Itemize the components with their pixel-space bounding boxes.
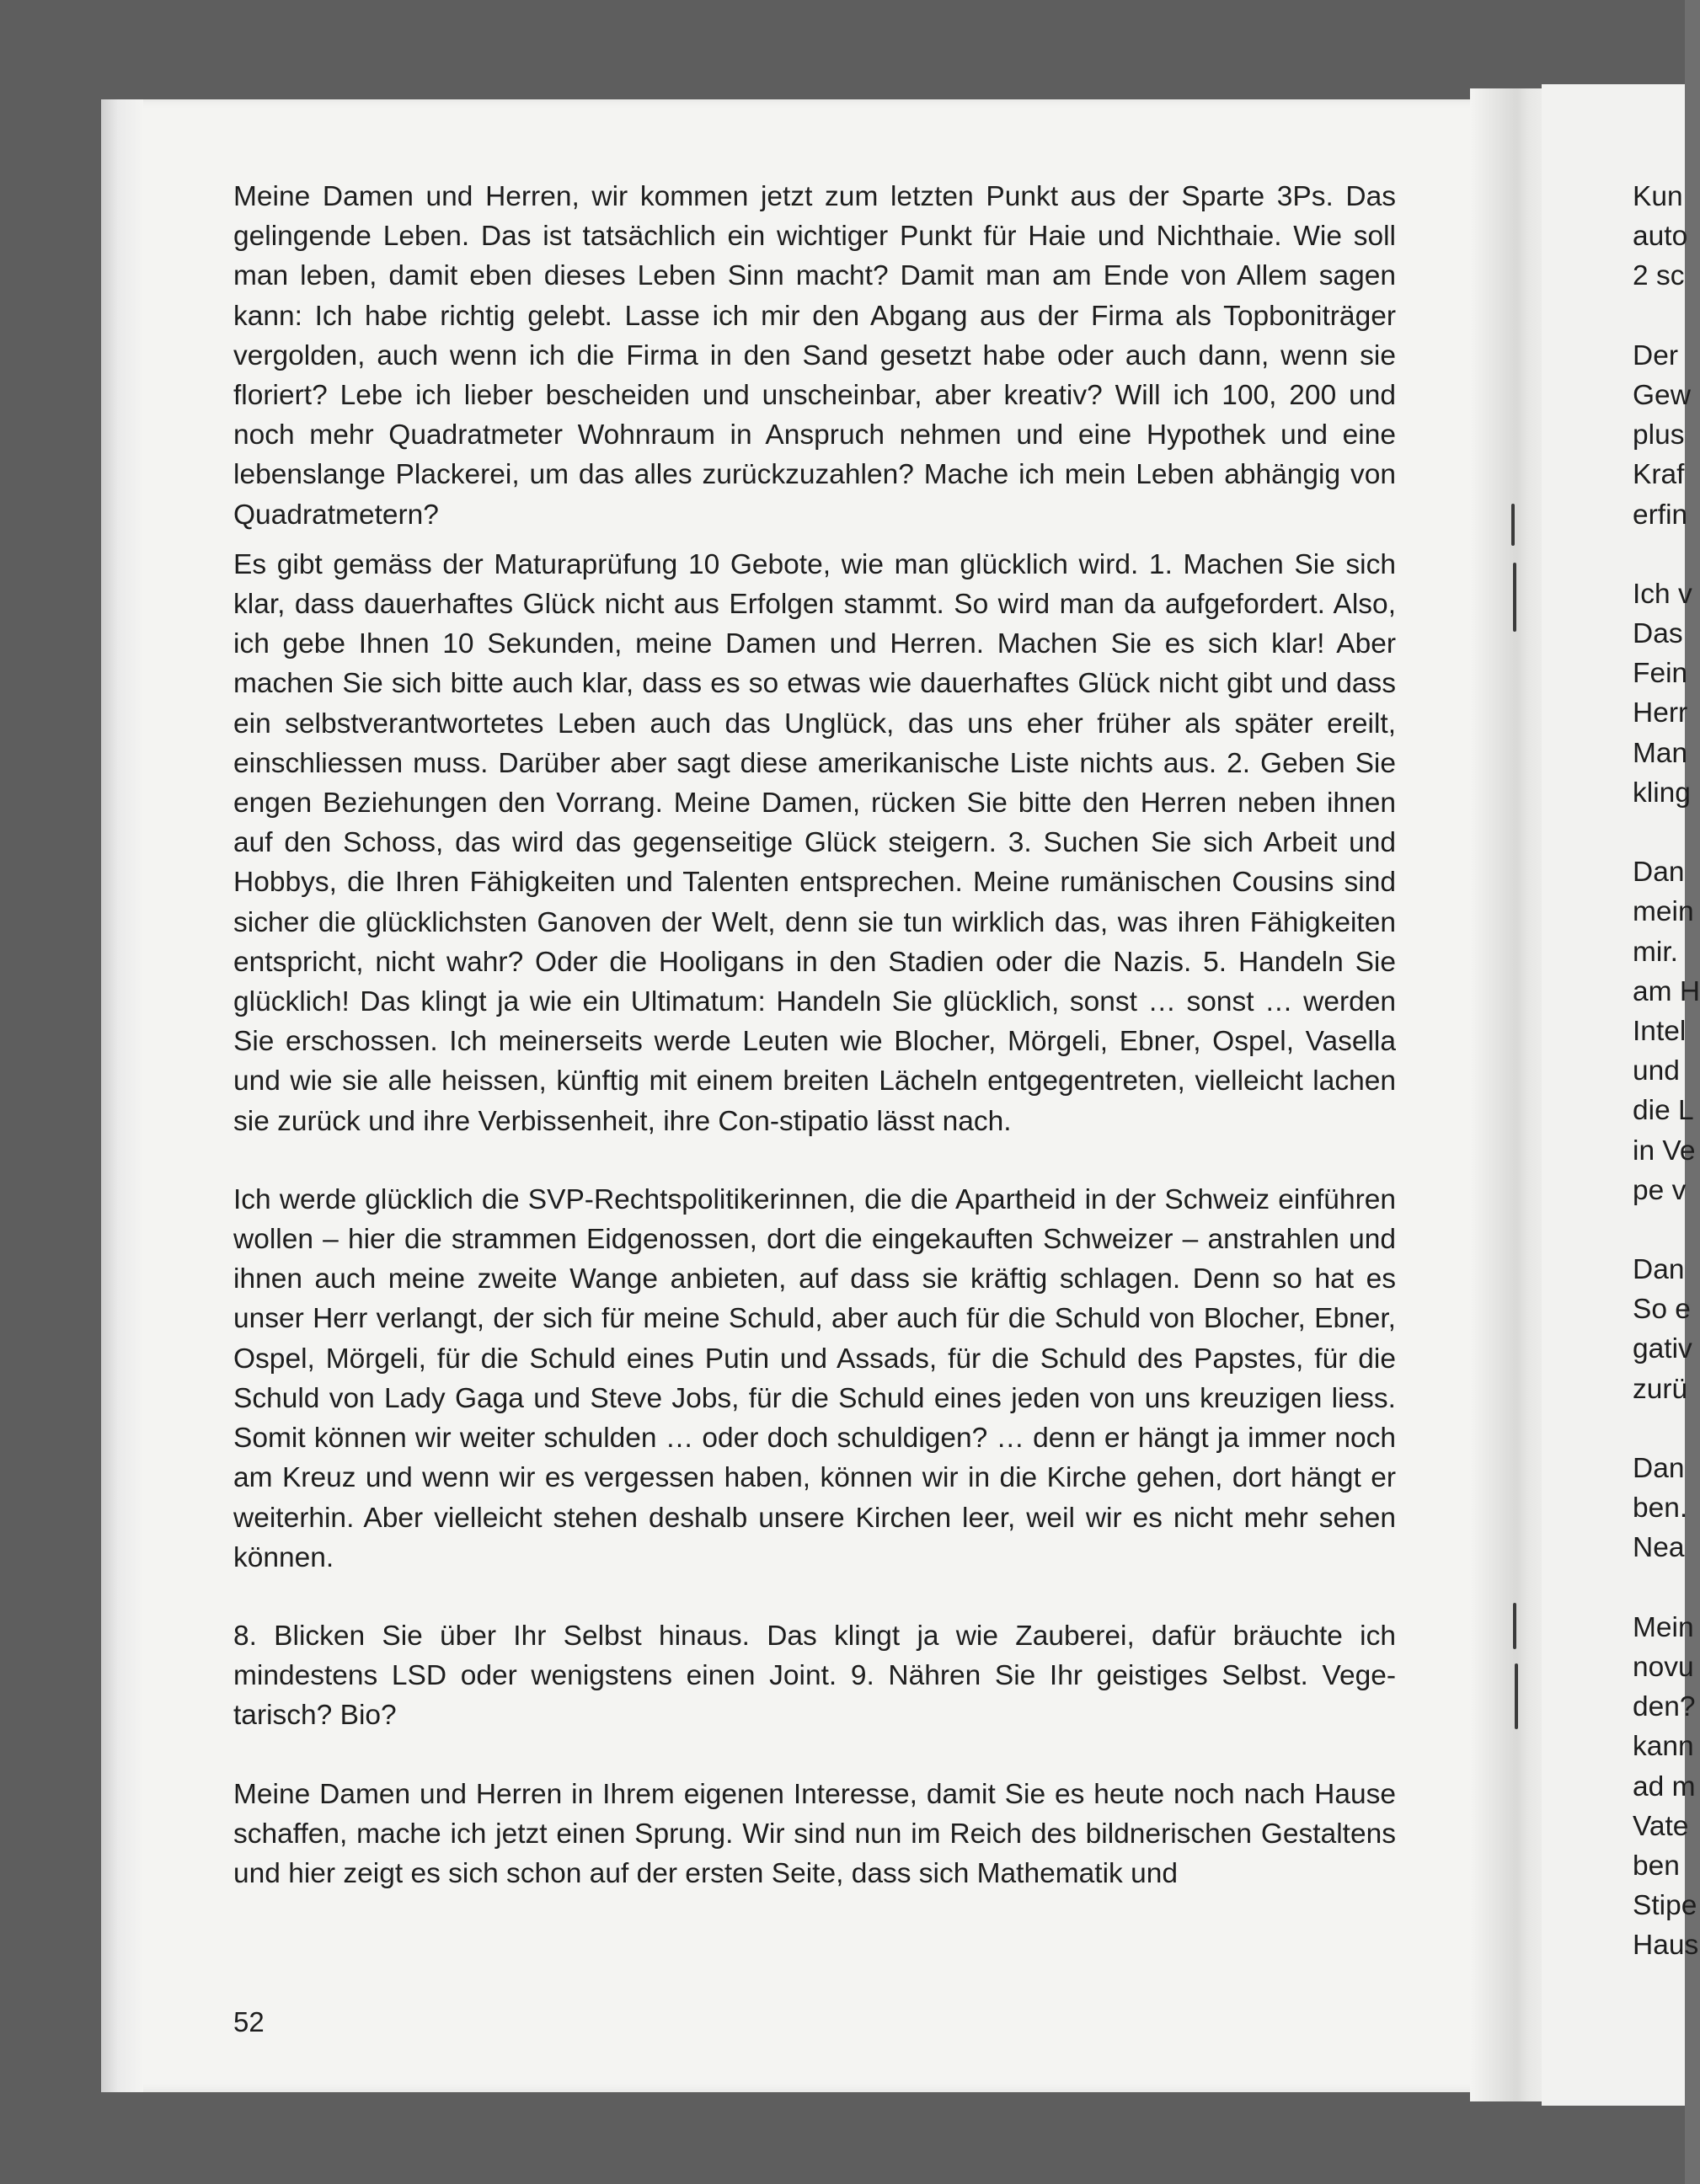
right-page-line: Dan (1633, 1254, 1685, 1286)
binding-stitch-bottom-lower (1515, 1663, 1518, 1729)
right-page-line: auto (1633, 221, 1688, 253)
right-page-line (1633, 813, 1700, 852)
right-page-line: Vate (1633, 1810, 1689, 1842)
right-page-line (1633, 1409, 1700, 1449)
right-page-line (1633, 535, 1700, 574)
right-page-line: Herr (1633, 697, 1688, 729)
binding-stitch-top (1511, 504, 1515, 546)
right-page-line: novu (1633, 1651, 1694, 1683)
paragraph: Meine Damen und Herren, wir kommen jetzt zum letzten Punkt aus der Sparte 3Ps. Das gelingende Leben. Das ist tatsächlich ein wichtiger Punkt für Haie und Nichthaie. Wie soll man leben, damit eben dieses Leben Sinn macht? Damit man am Ende von Allem sagen kann: Ich habe richtig gelebt. Lasse ich mir den Abgang aus der Firma als Topboniträger vergolden, auch wenn ich die Firma in den Sand gesetzt habe oder auch dann, wenn sie floriert? Lebe ich lieber bescheiden und unscheinbar, aber kreativ? Will ich 100, 200 und noch mehr Quadratmeter Wohnraum in Anspruch nehmen und eine Hypothek und eine lebenslange Plackerei, um das alles zurückzuzahlen? Mache ich mein Leben abhängig von Quadratmetern? (233, 181, 1396, 531)
right-page-line: So e (1633, 1294, 1691, 1326)
right-page-line: den? (1633, 1691, 1696, 1723)
right-page-line (1633, 296, 1700, 336)
right-page-line (1633, 1210, 1700, 1250)
right-page-line: kann (1633, 1731, 1694, 1763)
right-page-line: mein (1633, 896, 1694, 928)
right-page-line: Man (1633, 737, 1688, 769)
right-page-line: Ich v (1633, 578, 1692, 610)
right-page-text-fragments (1633, 177, 1700, 1965)
right-page-line: kling (1633, 777, 1691, 809)
right-page-line: ben. (1633, 1492, 1688, 1525)
right-page-line: erfin (1633, 499, 1688, 531)
right-page-line: Das (1633, 618, 1683, 650)
paragraph: 8. Blicken Sie über Ihr Selbst hinaus. Das klingt ja wie Zauberei, dafür bräuchte ich mindestens LSD oder wenigstens einen Joint. 9. Nähren Sie Ihr geistiges Selbst. Vegetarisch? Bio? (233, 1620, 1396, 1732)
right-page-line: pe v (1633, 1174, 1687, 1206)
body-text (233, 177, 1396, 1893)
binding-stitch-bottom (1513, 1603, 1516, 1649)
right-page-line: Gew (1633, 379, 1691, 411)
right-page-line: Kun (1633, 181, 1683, 212)
right-page-line: Haus (1633, 1930, 1699, 1962)
right-page-line: zurü (1633, 1373, 1688, 1405)
right-page-line: Dan (1633, 857, 1685, 889)
right-page-line: am H (1633, 975, 1700, 1007)
right-page-line: Stipe (1633, 1890, 1697, 1922)
right-page-line: ad m (1633, 1770, 1696, 1802)
right-page-line: Mein (1633, 1611, 1694, 1643)
right-page-line: die L (1633, 1095, 1694, 1127)
binding-stitch-top-lower (1513, 563, 1516, 632)
right-page-line: 2 sc (1633, 260, 1685, 292)
right-page-line: und (1633, 1055, 1680, 1087)
right-page-line: Nea (1633, 1532, 1685, 1564)
right-page-line: Dan (1633, 1453, 1685, 1484)
paragraph: Meine Damen und Herren in Ihrem eigenen Interesse, damit Sie es heute noch nach Hause schaffen, mache ich jetzt einen Sprung. Wir sind nun im Reich des bildnerischen Gestaltens und hier zeigt es sich schon auf der ersten Seite, dass sich Mathematik und (233, 1778, 1396, 1889)
right-page-line: gativ (1633, 1333, 1692, 1365)
right-page-line: Intel (1633, 1015, 1687, 1047)
right-page-line: Der (1633, 339, 1678, 371)
right-page-line (1633, 1568, 1700, 1608)
paragraph: Ich werde glücklich die SVP-Rechtspolitikerinnen, die die Apartheid in der Schweiz einführen wollen – hier die strammen Eidgenossen, dort die eingekauften Schweizer – anstrahlen und ihnen auch meine zweite Wange anbieten, auf dass sie kräftig schlagen. Denn so hat es unser Herr verlangt, der sich für meine Schuld, aber auch für die Schuld von Blocher, Ebner, Ospel, Mörgeli, für die Schuld eines Putin und Assads, für die Schuld des Papstes, für die Schuld von Lady Gaga und Steve Jobs, für die Schuld eines jeden von uns kreuzigen liess. Somit können wir weiter schulden … oder doch schuldigen? … denn er hängt ja immer noch am Kreuz und wenn wir es vergessen haben, können wir in die Kirche gehen, dort hängt er weiterhin. Aber vielleicht stehen deshalb unsere Kirchen leer, weil wir es nicht mehr sehen können. (233, 1183, 1396, 1573)
paragraph: Es gibt gemäss der Maturaprüfung 10 Gebote, wie man glücklich wird. 1. Machen Sie sich klar, dass dauerhaftes Glück nicht aus Erfolgen stammt. So wird man da aufgefordert. Also, ich gebe Ihnen 10 Sekunden, meine Damen und Herren. Machen Sie es sich klar! Aber machen Sie sich bitte auch klar, dass es so etwas wie dauerhaftes Glück nicht gibt und dass ein selbstverantwortetes Leben auch das Unglück, das uns eher früher als später ereilt, einschliessen muss. Darüber aber sagt diese amerikanische Liste nichts aus. 2. Geben Sie engen Beziehungen den Vorrang. Meine Damen, rücken Sie bitte den Herren neben ihnen auf den Schoss, das wird das gegenseitige Glück steigern. 3. Suchen Sie sich Arbeit und Hobbys, die Ihren Fähigkeiten und Talenten entsprechen. Meine rumänischen Cousins sind sicher die glücklichsten Ganoven der Welt, denn sie tun wirklich das, was ihren Fähigkeiten entspricht, nicht wahr? Oder die Hooligans in den Stadien oder die Nazis. 5. Handeln Sie glücklich! Das klingt ja wie ein Ultimatum: Handeln Sie glücklich, sonst … sonst … werden Sie erschossen. Ich meinerseits werde Leuten wie Blocher, Mörgeli, Ebner, Ospel, Vasella und wie sie alle heissen, künftig mit einem breiten Lächeln entgegentreten, vielleicht lachen sie zurück und ihre Verbissenheit, ihre Con-stipatio lässt nach. (233, 548, 1396, 1137)
right-page-line: Fein (1633, 658, 1688, 690)
right-page-line: plus (1633, 419, 1685, 451)
right-page-line: mir. (1633, 936, 1678, 968)
right-page-line: Kraf (1633, 459, 1685, 491)
right-page-line: in Ve (1633, 1135, 1696, 1167)
page-number: 52 (233, 2006, 265, 2037)
right-page-line: ben (1633, 1850, 1680, 1882)
page-edge-shadow (101, 99, 143, 2092)
